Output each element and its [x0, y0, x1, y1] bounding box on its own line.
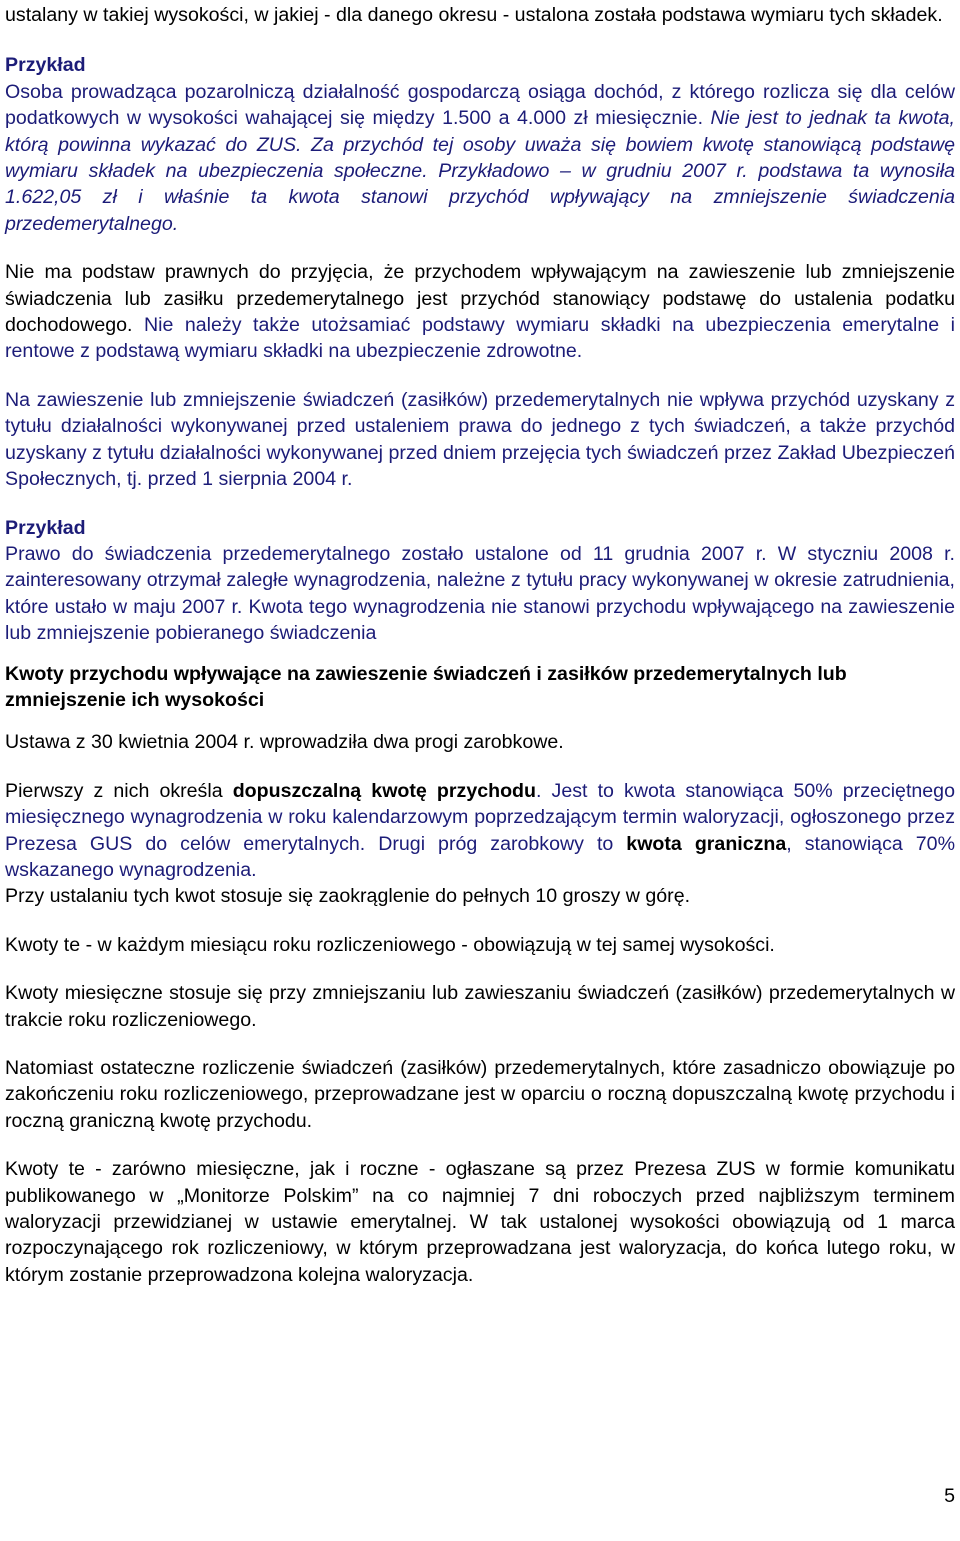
- spacer: [5, 1033, 955, 1055]
- example-text: [5, 79, 955, 237]
- spacer: [5, 958, 955, 980]
- document-page: [5, 0, 955, 1288]
- example-heading: Przykład: [5, 516, 86, 539]
- no-legal-basis-paragraph: [5, 259, 955, 365]
- section-heading: Kwoty przychodu wpływające na zawieszenie świadczeń i zasiłków przedemerytalnych lub zmniejszenie ich wysokości: [5, 662, 847, 711]
- example-text-italic: Nie jest to jednak ta kwota, którą powinna wykazać do ZUS. Za przychód tej osoby uważa się bowiem kwotę stanowiącą podstawę wymiaru składek na ubezpieczenia społeczne. Przykładowo – w grudniu 2007 r. podstawa ta wynosiła 1.622,05 zł i właśnie ta kwota stanowi przychód wpływający na zmniejszenie świadczenia przedemerytalnego.: [5, 107, 955, 235]
- spacer: [5, 713, 955, 729]
- example-block-1: [5, 52, 955, 237]
- intro-paragraph: [5, 2, 955, 28]
- page-number: 5: [944, 1485, 955, 1507]
- example-block-2: [5, 515, 955, 647]
- thresholds-block: [5, 778, 955, 910]
- monthly-amounts-paragraph: Kwoty miesięczne stosuje się przy zmniejszaniu lub zawieszaniu świadczeń (zasiłków) przedemerytalnych w trakcie roku rozliczeniowego.: [5, 982, 955, 1031]
- spacer: [5, 237, 955, 259]
- announcement-paragraph: Kwoty te - zarówno miesięczne, jak i roczne - ogłaszane są przez Prezesa ZUS w formie komunikatu publikowanego w „Monitorze Polskim” na co najmniej 7 dni roboczych przed najbliższym terminem waloryzacji przewidzianej w ustawie emerytalnej. W tak ustalonej wysokości obowiązują od 1 marca rozpoczynającego rok rozliczeniowy, w którym przeprowadzana jest waloryzacja, do końca lutego roku, w którym zostanie przeprowadzona kolejna waloryzacja.: [5, 1158, 955, 1286]
- example-text: Prawo do świadczenia przedemerytalnego zostało ustalone od 11 grudnia 2007 r. W styczniu 2008 r. zainteresowany otrzymał zaległe wynagrodzenia, należne z tytułu pracy wykonywanej w okresie zatrudnienia, które ustało w maju 2007 r. Kwota tego wynagrodzenia nie stanowi przychodu wpływającego na zawieszenie lub zmniejszenie pobieranego świadczenia: [5, 542, 955, 645]
- limit-amount-term: kwota graniczna: [626, 832, 787, 855]
- same-amount-paragraph: Kwoty te - w każdym miesiącu roku rozliczeniowego - obowiązują w tej samej wysokości.: [5, 933, 775, 956]
- example-heading: Przykład: [5, 54, 86, 77]
- law-paragraph: Ustawa z 30 kwietnia 2004 r. wprowadziła dwa progi zarobkowe.: [5, 731, 564, 754]
- spacer: [5, 28, 955, 52]
- spacer: [5, 365, 955, 387]
- thresholds-text-a: Pierwszy z nich określa: [5, 779, 233, 802]
- spacer: [5, 910, 955, 932]
- spacer: [5, 647, 955, 661]
- thresholds-text-c: . Jest to kwota stanowiąca 50% przeciętnego miesięcznego wynagrodzenia w roku kalendarzowym poprzedzającym termin waloryzacji, ogłoszonego przez Prezesa GUS do celów emerytalnych. Drugi próg zarobkowy to: [5, 779, 955, 855]
- spacer: [5, 756, 955, 778]
- spacer: [5, 1134, 955, 1156]
- thresholds-text-e: , stanowiąca 70% wskazanego wynagrodzenia.: [5, 832, 955, 881]
- no-legal-basis-part-1: Nie ma podstaw prawnych do przyjęcia, że przychodem wpływającym na zawieszenie lub zmniejszenie świadczenia lub zasiłku przedemerytalnego jest przychód stanowiący podstawę do ustalenia podatku dochodowego.: [5, 261, 955, 337]
- no-legal-basis-part-2: Nie należy także utożsamiać podstawy wymiaru składki na ubezpieczenia emerytalne i rentowe z podstawą wymiaru składki na ubezpieczenie zdrowotne.: [5, 314, 955, 363]
- example-text-regular: Osoba prowadząca pozarolniczą działalność gospodarczą osiąga dochód, z którego rozlicza się dla celów podatkowych w wysokości wahającej się między 1.500 a 4.000 zł miesięcznie.: [5, 80, 955, 130]
- suspension-paragraph: Na zawieszenie lub zmniejszenie świadczeń (zasiłków) przedemerytalnych nie wpływa przychód uzyskany z tytułu działalności wykonywanej przed ustaleniem prawa do jednego z tych świadczeń, a także przychód uzyskany z tytułu działalności wykonywanej przed dniem przejęcia tych świadczeń przez Zakład Ubezpieczeń Społecznych, tj. przed 1 sierpnia 2004 r.: [5, 388, 955, 491]
- intro-text: ustalany w takiej wysokości, w jakiej - dla danego okresu - ustalona została podstawa wymiaru tych składek.: [5, 4, 943, 26]
- rounding-line: Przy ustalaniu tych kwot stosuje się zaokrąglenie do pełnych 10 groszy w górę.: [5, 885, 691, 908]
- spacer: [5, 493, 955, 515]
- thresholds-paragraph: [5, 778, 955, 884]
- admissible-amount-term: dopuszczalną kwotę przychodu: [232, 779, 536, 802]
- final-settlement-paragraph: Natomiast ostateczne rozliczenie świadczeń (zasiłków) przedemerytalnych, które zasadniczo obowiązuje po zakończeniu roku rozliczeniowego, przeprowadzane jest w oparciu o roczną dopuszczalną kwotę przychodu i roczną graniczną kwotę przychodu.: [5, 1057, 955, 1132]
